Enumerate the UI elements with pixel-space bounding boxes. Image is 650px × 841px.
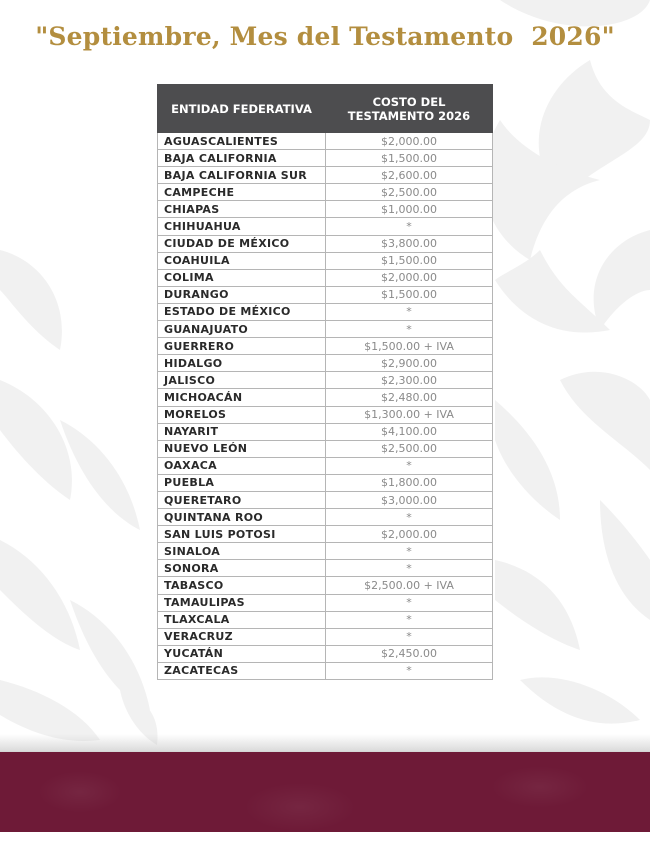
table-row	[158, 338, 493, 355]
table-row	[158, 526, 493, 543]
column-header-cost	[326, 85, 493, 133]
cost-cell: *	[326, 303, 493, 320]
cost-cell: $1,500.00	[326, 150, 493, 167]
cost-cell: *	[326, 543, 493, 560]
cost-cell: $2,450.00	[326, 645, 493, 662]
table-row	[158, 184, 493, 201]
column-header-cost-line1: COSTO DEL	[372, 94, 446, 109]
table-row	[158, 440, 493, 457]
cost-cell: $1,300.00 + IVA	[326, 406, 493, 423]
state-name-cell: SONORA	[158, 560, 326, 577]
cost-cell: $1,800.00	[326, 474, 493, 491]
table-row	[158, 303, 493, 320]
table-row	[158, 611, 493, 628]
table-row	[158, 662, 493, 679]
table-row	[158, 577, 493, 594]
state-name-cell: CHIAPAS	[158, 201, 326, 218]
state-name-cell: NAYARIT	[158, 423, 326, 440]
cost-cell: $2,900.00	[326, 355, 493, 372]
state-name-cell: COAHUILA	[158, 252, 326, 269]
state-name-cell: GUERRERO	[158, 338, 326, 355]
cost-cell: *	[326, 218, 493, 235]
state-name-cell: PUEBLA	[158, 474, 326, 491]
table-body	[158, 133, 493, 680]
state-name-cell: OAXACA	[158, 457, 326, 474]
table-row	[158, 167, 493, 184]
table-row	[158, 628, 493, 645]
cost-cell: *	[326, 509, 493, 526]
table-row	[158, 423, 493, 440]
table-row	[158, 543, 493, 560]
state-name-cell: BAJA CALIFORNIA	[158, 150, 326, 167]
cost-cell: $1,500.00 + IVA	[326, 338, 493, 355]
state-name-cell: QUINTANA ROO	[158, 509, 326, 526]
state-name-cell: GUANAJUATO	[158, 321, 326, 338]
cost-cell: *	[326, 457, 493, 474]
state-name-cell: TLAXCALA	[158, 611, 326, 628]
table-header-row	[158, 85, 493, 133]
table-row	[158, 560, 493, 577]
state-name-cell: TAMAULIPAS	[158, 594, 326, 611]
cost-cell: *	[326, 321, 493, 338]
cost-cell: $2,500.00 + IVA	[326, 577, 493, 594]
table-row	[158, 269, 493, 286]
table-row	[158, 372, 493, 389]
cost-cell: $3,000.00	[326, 491, 493, 508]
cost-cell: $2,500.00	[326, 184, 493, 201]
table-row	[158, 457, 493, 474]
cost-cell: $2,600.00	[326, 167, 493, 184]
state-name-cell: NUEVO LEÓN	[158, 440, 326, 457]
table-row	[158, 406, 493, 423]
state-name-cell: MORELOS	[158, 406, 326, 423]
table-row	[158, 286, 493, 303]
state-name-cell: JALISCO	[158, 372, 326, 389]
table-row	[158, 645, 493, 662]
table-row	[158, 218, 493, 235]
state-name-cell: VERACRUZ	[158, 628, 326, 645]
column-header-state: ENTIDAD FEDERATIVA	[158, 85, 326, 133]
cost-cell: $4,100.00	[326, 423, 493, 440]
table-row	[158, 133, 493, 150]
table-row	[158, 252, 493, 269]
cost-cell: $2,000.00	[326, 526, 493, 543]
cost-cell: $2,500.00	[326, 440, 493, 457]
state-name-cell: CHIHUAHUA	[158, 218, 326, 235]
table-row	[158, 321, 493, 338]
cost-cell: *	[326, 594, 493, 611]
state-name-cell: QUERETARO	[158, 491, 326, 508]
table-row	[158, 389, 493, 406]
state-name-cell: ZACATECAS	[158, 662, 326, 679]
table-row	[158, 594, 493, 611]
state-name-cell: COLIMA	[158, 269, 326, 286]
cost-cell: $2,300.00	[326, 372, 493, 389]
table-row	[158, 509, 493, 526]
state-name-cell: SINALOA	[158, 543, 326, 560]
state-name-cell: HIDALGO	[158, 355, 326, 372]
cost-cell: *	[326, 611, 493, 628]
footer-shadow	[0, 734, 650, 754]
state-name-cell: DURANGO	[158, 286, 326, 303]
table-row	[158, 355, 493, 372]
state-name-cell: TABASCO	[158, 577, 326, 594]
table-row	[158, 491, 493, 508]
table-row	[158, 235, 493, 252]
table-row	[158, 201, 493, 218]
state-name-cell: MICHOACÁN	[158, 389, 326, 406]
cost-cell: $2,000.00	[326, 269, 493, 286]
page-title: "Septiembre, Mes del Testamento 2026"	[35, 22, 615, 51]
state-name-cell: AGUASCALIENTES	[158, 133, 326, 150]
footer-bottom-strip	[0, 832, 650, 841]
state-name-cell: CAMPECHE	[158, 184, 326, 201]
cost-cell: $3,800.00	[326, 235, 493, 252]
testament-cost-table	[157, 84, 493, 680]
footer-band	[0, 752, 650, 841]
cost-cell: *	[326, 560, 493, 577]
cost-cell: $1,500.00	[326, 252, 493, 269]
table-row	[158, 150, 493, 167]
cost-cell: $2,480.00	[326, 389, 493, 406]
state-name-cell: BAJA CALIFORNIA SUR	[158, 167, 326, 184]
cost-cell: $1,000.00	[326, 201, 493, 218]
cost-cell: $1,500.00	[326, 286, 493, 303]
state-name-cell: CIUDAD DE MÉXICO	[158, 235, 326, 252]
cost-cell: *	[326, 662, 493, 679]
cost-cell: $2,000.00	[326, 133, 493, 150]
state-name-cell: ESTADO DE MÉXICO	[158, 303, 326, 320]
state-name-cell: YUCATÁN	[158, 645, 326, 662]
state-name-cell: SAN LUIS POTOSI	[158, 526, 326, 543]
cost-cell: *	[326, 628, 493, 645]
column-header-cost-line2: TESTAMENTO 2026	[347, 108, 471, 123]
table-row	[158, 474, 493, 491]
